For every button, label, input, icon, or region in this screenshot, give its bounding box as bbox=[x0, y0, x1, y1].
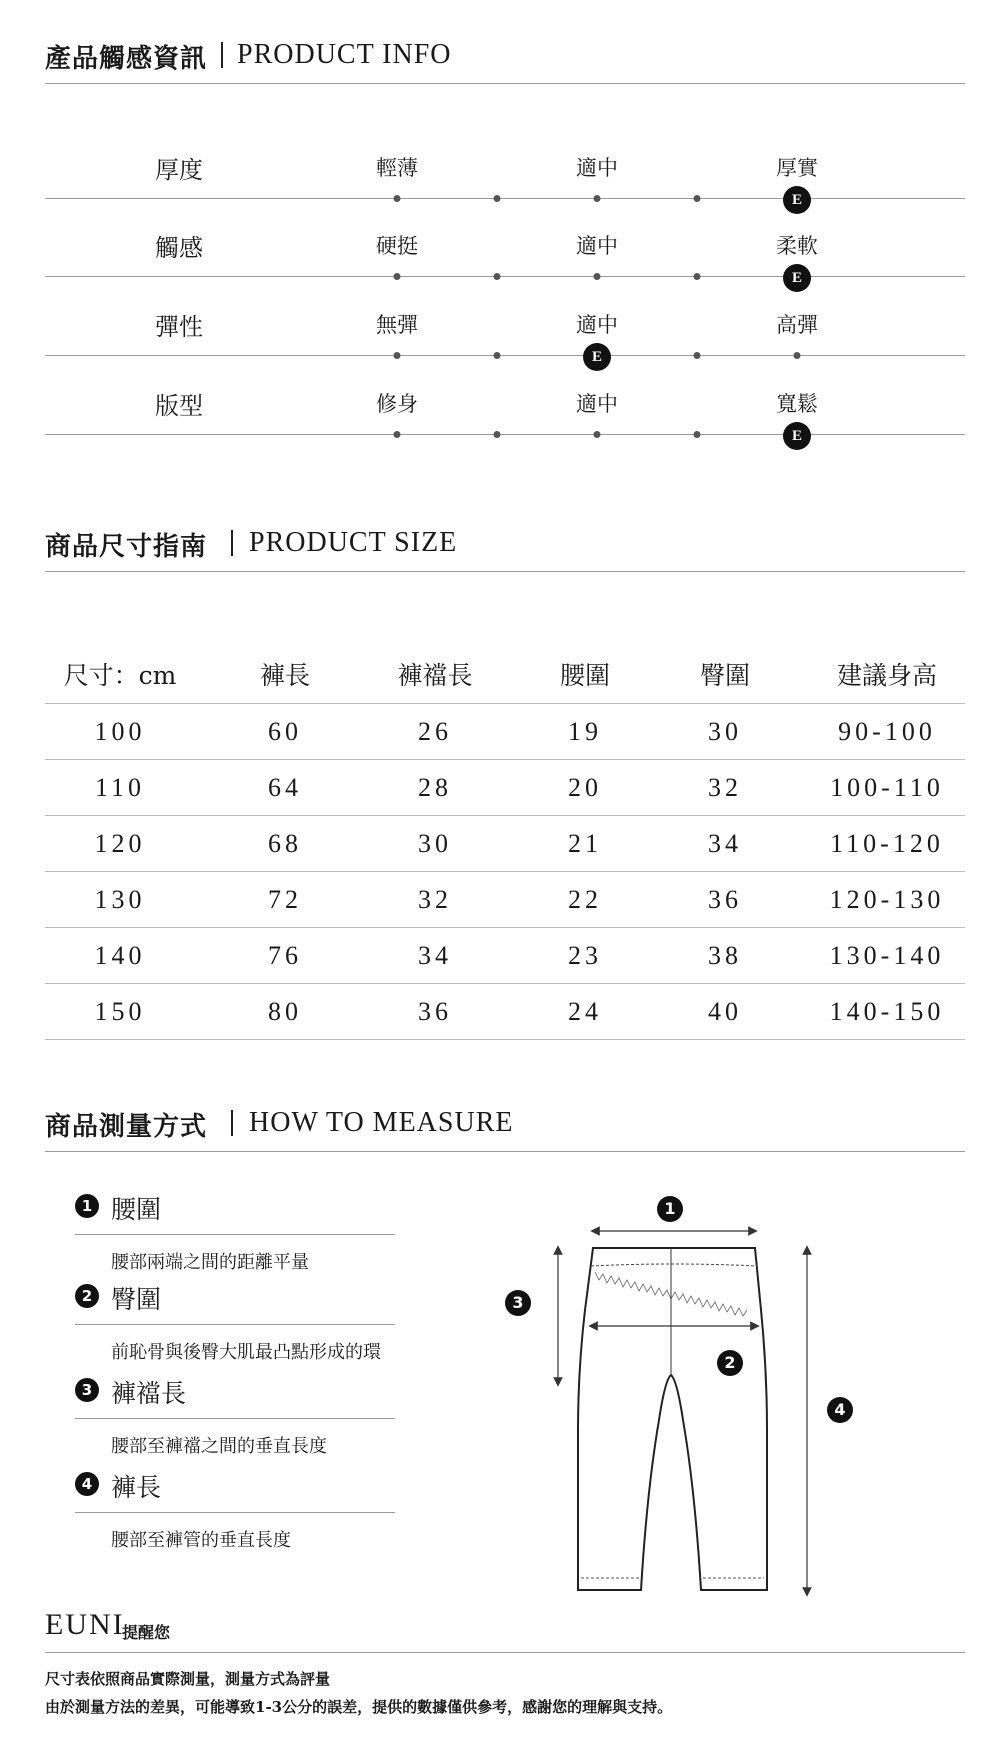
feel-option: 適中 bbox=[576, 313, 618, 337]
divider bbox=[75, 1324, 395, 1325]
table-cell: 110 bbox=[94, 773, 146, 802]
scale-dot bbox=[494, 352, 501, 359]
measure-desc: 腰部至褲襠之間的垂直長度 bbox=[111, 1436, 327, 1457]
scale-line bbox=[45, 198, 965, 199]
feel-option: 適中 bbox=[576, 234, 618, 258]
product-size-header bbox=[45, 524, 965, 572]
table-row bbox=[45, 984, 965, 1040]
level-marker: E bbox=[583, 343, 611, 371]
table-cell: 30 bbox=[418, 829, 452, 858]
scale-dot bbox=[394, 352, 401, 359]
level-marker: E bbox=[783, 422, 811, 450]
scale-dot bbox=[494, 431, 501, 438]
feel-option: 寬鬆 bbox=[776, 392, 818, 416]
scale-dot bbox=[494, 273, 501, 280]
divider bbox=[75, 1418, 395, 1419]
scale-line bbox=[45, 434, 965, 435]
table-cell: 140-150 bbox=[829, 997, 945, 1026]
table-header-cell: 腰圍 bbox=[559, 661, 611, 690]
brand-logo: EUNI bbox=[45, 1608, 125, 1641]
table-cell: 76 bbox=[268, 941, 302, 970]
scale-dot bbox=[594, 195, 601, 202]
table-cell: 150 bbox=[94, 997, 146, 1026]
table-cell: 23 bbox=[568, 941, 602, 970]
table-cell: 24 bbox=[568, 997, 602, 1026]
feel-option: 輕薄 bbox=[376, 156, 418, 180]
table-cell: 20 bbox=[568, 773, 602, 802]
feel-option: 適中 bbox=[576, 392, 618, 416]
table-cell: 38 bbox=[708, 941, 742, 970]
table-cell: 120-130 bbox=[829, 885, 945, 914]
table-row bbox=[45, 704, 965, 760]
table-row bbox=[45, 928, 965, 984]
level-marker: E bbox=[783, 264, 811, 292]
table-cell: 60 bbox=[268, 717, 302, 746]
feel-row bbox=[45, 228, 965, 308]
measure-number: 2 bbox=[75, 1284, 99, 1308]
scale-dot bbox=[694, 352, 701, 359]
measure-title: 褲襠長 bbox=[111, 1379, 187, 1408]
table-cell: 40 bbox=[708, 997, 742, 1026]
footer-note-2: 由於測量方法的差異，可能導致1-3公分的誤差，提供的數據僅供參考，感謝您的理解與支持。 bbox=[45, 1698, 673, 1716]
section-title-en: HOW TO MEASURE bbox=[249, 1107, 514, 1138]
scale-dot bbox=[694, 273, 701, 280]
table-cell: 68 bbox=[268, 829, 302, 858]
feel-option: 厚實 bbox=[776, 156, 818, 180]
title-divider bbox=[231, 530, 233, 556]
table-cell: 22 bbox=[568, 885, 602, 914]
footer-divider bbox=[45, 1652, 965, 1653]
table-cell: 26 bbox=[418, 717, 452, 746]
measure-desc: 腰部至褲管的垂直長度 bbox=[111, 1530, 291, 1551]
feel-option: 硬挺 bbox=[376, 234, 418, 258]
measure-number: 4 bbox=[75, 1472, 99, 1496]
table-cell: 32 bbox=[418, 885, 452, 914]
badge-1: 1 bbox=[657, 1196, 683, 1222]
measure-number: 1 bbox=[75, 1194, 99, 1218]
measure-number: 3 bbox=[75, 1378, 99, 1402]
feel-row bbox=[45, 150, 965, 230]
feel-label: 觸感 bbox=[155, 234, 203, 262]
scale-dot bbox=[794, 352, 801, 359]
table-cell: 100-110 bbox=[830, 773, 944, 802]
scale-line bbox=[45, 355, 965, 356]
badge-4: 4 bbox=[827, 1397, 853, 1423]
measure-title: 褲長 bbox=[111, 1473, 162, 1502]
table-cell: 30 bbox=[708, 717, 742, 746]
section-title-cn: 商品測量方式 bbox=[45, 1112, 208, 1142]
measure-title: 腰圍 bbox=[111, 1195, 162, 1224]
table-row bbox=[45, 760, 965, 816]
level-marker: E bbox=[783, 186, 811, 214]
table-header-cell: 尺寸：cm bbox=[63, 661, 177, 690]
section-title-en: PRODUCT SIZE bbox=[249, 527, 458, 558]
feel-row bbox=[45, 307, 965, 387]
badge-3: 3 bbox=[505, 1290, 531, 1316]
table-row bbox=[45, 816, 965, 872]
table-cell: 19 bbox=[568, 717, 602, 746]
pants-diagram bbox=[505, 1200, 885, 1610]
table-cell: 90-100 bbox=[838, 717, 936, 746]
table-row bbox=[45, 872, 965, 928]
divider bbox=[75, 1234, 395, 1235]
table-cell: 36 bbox=[708, 885, 742, 914]
table-cell: 64 bbox=[268, 773, 302, 802]
scale-dot bbox=[394, 195, 401, 202]
measure-title: 臀圍 bbox=[111, 1285, 162, 1314]
feel-option: 高彈 bbox=[776, 313, 818, 337]
measure-desc: 前恥骨與後臀大肌最凸點形成的環 bbox=[111, 1342, 381, 1363]
section-title-cn: 產品觸感資訊 bbox=[45, 44, 208, 74]
section-title-cn: 商品尺寸指南 bbox=[45, 532, 208, 562]
feel-option: 無彈 bbox=[376, 313, 418, 337]
table-cell: 80 bbox=[268, 997, 302, 1026]
feel-label: 版型 bbox=[155, 392, 203, 420]
title-divider bbox=[231, 1110, 233, 1136]
badge-2: 2 bbox=[717, 1350, 743, 1376]
table-cell: 120 bbox=[94, 829, 146, 858]
feel-label: 彈性 bbox=[155, 313, 203, 341]
table-cell: 110-120 bbox=[830, 829, 944, 858]
footer-note-1: 尺寸表依照商品實際測量，測量方式為評量 bbox=[45, 1670, 331, 1688]
table-cell: 140 bbox=[94, 941, 146, 970]
table-cell: 130 bbox=[94, 885, 146, 914]
section-title-en: PRODUCT INFO bbox=[237, 39, 452, 70]
product-info-header bbox=[45, 36, 965, 84]
table-cell: 36 bbox=[418, 997, 452, 1026]
scale-dot bbox=[494, 195, 501, 202]
table-cell: 100 bbox=[94, 717, 146, 746]
how-to-measure-header bbox=[45, 1104, 965, 1152]
table-header-cell: 褲長 bbox=[259, 661, 311, 690]
scale-dot bbox=[594, 431, 601, 438]
table-header-cell: 建議身高 bbox=[836, 661, 938, 690]
scale-dot bbox=[594, 273, 601, 280]
title-divider bbox=[221, 42, 223, 68]
table-header-row bbox=[45, 640, 965, 704]
table-cell: 34 bbox=[708, 829, 742, 858]
scale-dot bbox=[694, 431, 701, 438]
table-cell: 28 bbox=[418, 773, 452, 802]
measure-desc: 腰部兩端之間的距離平量 bbox=[111, 1252, 309, 1273]
feel-row bbox=[45, 386, 965, 466]
table-cell: 32 bbox=[708, 773, 742, 802]
table-cell: 34 bbox=[418, 941, 452, 970]
reminder-label: 提醒您 bbox=[122, 1623, 171, 1642]
scale-line bbox=[45, 276, 965, 277]
feel-label: 厚度 bbox=[155, 156, 203, 184]
table-cell: 21 bbox=[568, 829, 602, 858]
scale-dot bbox=[394, 431, 401, 438]
table-cell: 130-140 bbox=[829, 941, 945, 970]
feel-option: 柔軟 bbox=[776, 234, 818, 258]
scale-dot bbox=[394, 273, 401, 280]
table-cell: 72 bbox=[268, 885, 302, 914]
feel-option: 修身 bbox=[376, 392, 418, 416]
table-header-cell: 褲襠長 bbox=[397, 661, 473, 690]
size-table bbox=[45, 640, 965, 1040]
divider bbox=[75, 1512, 395, 1513]
scale-dot bbox=[694, 195, 701, 202]
table-header-cell: 臀圍 bbox=[699, 661, 751, 690]
feel-option: 適中 bbox=[576, 156, 618, 180]
